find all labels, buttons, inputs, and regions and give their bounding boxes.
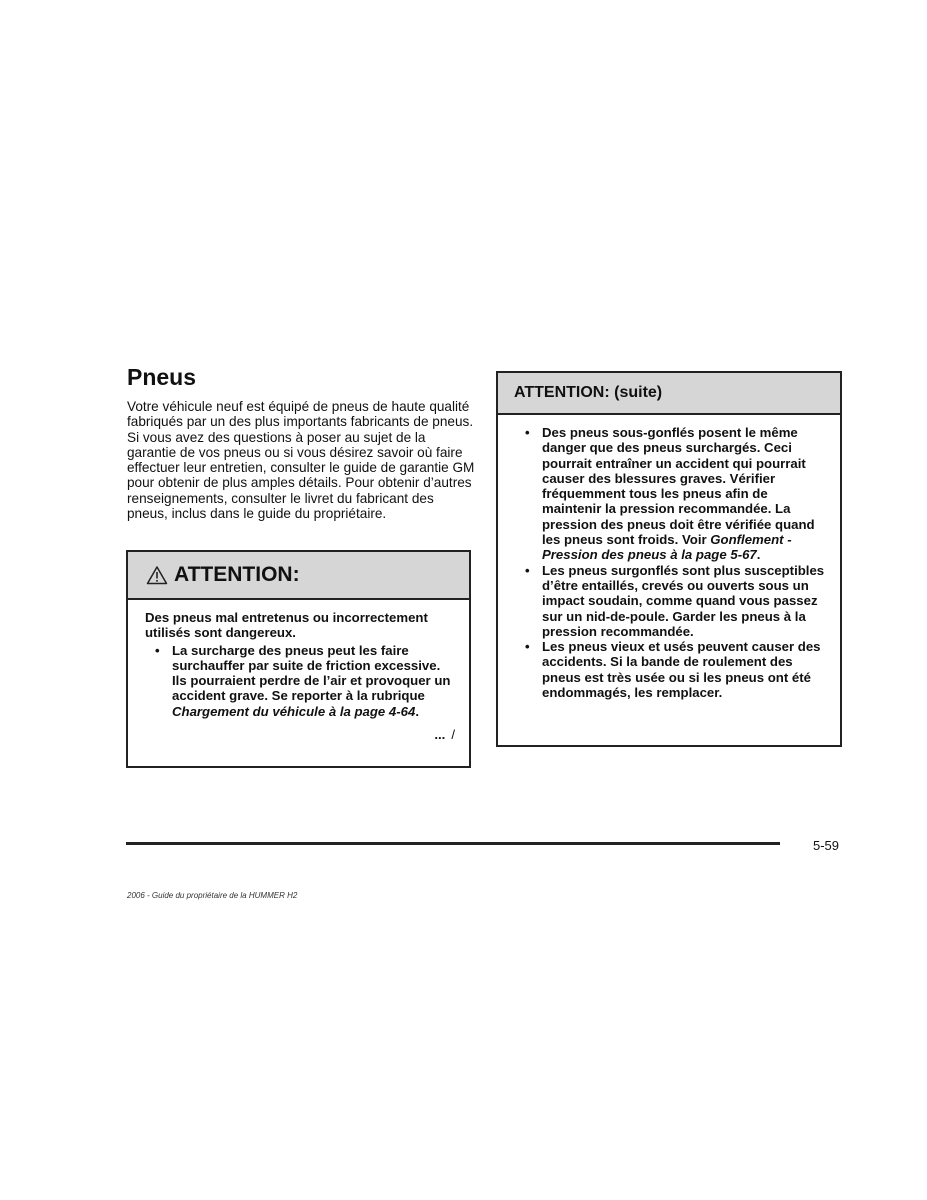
attention-continued-bullets xyxy=(513,425,826,700)
attention-continued-header xyxy=(498,373,840,415)
page-title: Pneus xyxy=(127,364,197,390)
footer-rule xyxy=(126,842,780,845)
continued-marker: ... / xyxy=(434,727,455,743)
warning-triangle-icon xyxy=(146,565,168,585)
bullet-item: • Les pneus vieux et usés peuvent causer des accidents. Si la bande de roulement des pneus est très usée ou si les pneus ont été endommagés, les remplacer. xyxy=(513,639,826,700)
attention-header xyxy=(128,552,469,600)
attention-bullets xyxy=(145,643,455,719)
footer-text: 2006 - Guide du propriétaire de la HUMMER H2 xyxy=(127,891,298,900)
attention-body xyxy=(128,600,469,742)
attention-title: ATTENTION: xyxy=(174,563,300,586)
page-reference: Gonflement - Pression des pneus à la page 5-67 xyxy=(542,532,792,563)
intro-paragraph: Votre véhicule neuf est équipé de pneus de haute qualité fabriqués par un des plus importants fabricants de pneus. Si vous avez des questions à poser au sujet de la garantie de vos pneus ou si vous désirez savoir où faire effectuer leur entretien, consulter le guide de garantie GM pour obtenir de plus amples détails. Pour obtenir d’autres renseignements, consulter le livret du fabricant des pneus, inclus dans le guide du propriétaire. xyxy=(127,399,475,522)
attention-box xyxy=(126,550,471,768)
attention-continued-body xyxy=(498,415,840,700)
page-reference: Chargement du véhicule à la page 4-64 xyxy=(172,703,416,719)
attention-lead: Des pneus mal entretenus ou incorrectement utilisés sont dangereux. xyxy=(145,610,428,641)
bullet-item: • La surcharge des pneus peut les faire surchauffer par suite de friction excessive. Ils pourraient perdre de l’air et provoquer un accident grave. Se reporter à la rubrique Chargement du véhicule à la page 4-64. xyxy=(145,643,455,719)
bullet-item: • Des pneus sous-gonflés posent le même danger que des pneus surchargés. Ceci pourrait entraîner un accident qui pourrait causer des blessures graves. Vérifier fréquemment tous les pneus afin de maintenir la pression recommandée. La pression des pneus doit être vérifiée quand les pneus sont froids. Voir Gonflement - Pression des pneus à la page 5-67. xyxy=(513,425,826,563)
attention-continued-title: ATTENTION: (suite) xyxy=(514,384,663,401)
attention-continued-box xyxy=(496,371,842,747)
bullet-item: • Les pneus surgonflés sont plus susceptibles d’être entaillés, crevés ou ouverts sous un impact soudain, comme quand vous passez sur un nid-de-poule. Garder les pneus à la pression recommandée. xyxy=(513,563,826,639)
page-number: 5-59 xyxy=(813,838,840,853)
